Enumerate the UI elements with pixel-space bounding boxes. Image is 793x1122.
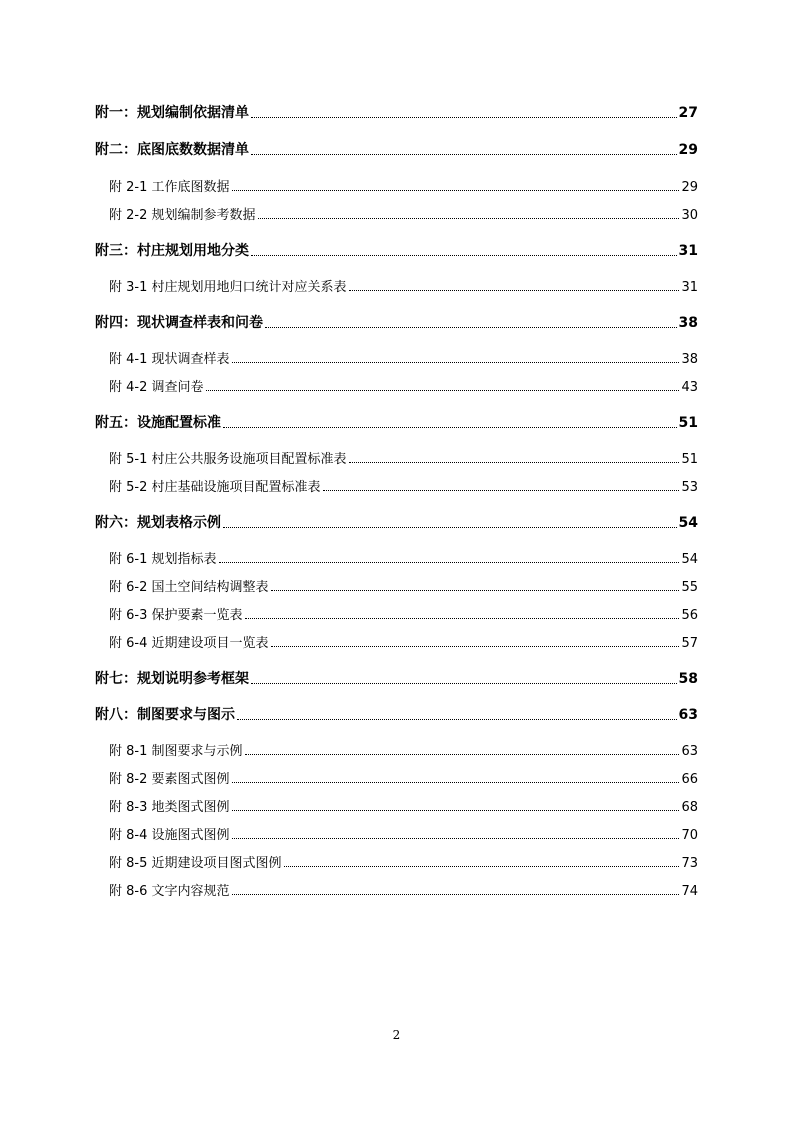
toc-entry[interactable] [95, 348, 698, 367]
toc-leader-dots [232, 781, 680, 783]
toc-page-number: 68 [681, 800, 698, 815]
toc-label: 附 8-4 设施图式图例 [109, 828, 230, 843]
toc-label: 附 8-3 地类图式图例 [109, 800, 230, 815]
toc-label: 附 3-1 村庄规划用地归口统计对应关系表 [109, 280, 347, 295]
toc-label: 附 6-3 保护要素一览表 [109, 608, 243, 623]
toc-page-number: 66 [681, 772, 698, 787]
toc-label: 附八：制图要求与图示 [95, 707, 235, 723]
toc-page-number: 57 [681, 636, 698, 651]
toc-page-number: 29 [678, 142, 698, 158]
toc-entry[interactable] [95, 376, 698, 395]
toc-page-number: 54 [678, 515, 698, 531]
toc-entry[interactable] [95, 276, 698, 295]
toc-entry[interactable] [95, 176, 698, 195]
toc-label: 附 4-1 现状调查样表 [109, 352, 230, 367]
toc-label: 附 4-2 调查问卷 [109, 380, 204, 395]
toc-leader-dots [237, 718, 677, 720]
toc-entry[interactable] [95, 880, 698, 899]
toc-page-number: 63 [678, 707, 698, 723]
toc-entry[interactable] [95, 824, 698, 843]
toc-entry[interactable] [95, 796, 698, 815]
toc-leader-dots [349, 461, 680, 463]
toc-label: 附 6-1 规划指标表 [109, 552, 217, 567]
toc-entry[interactable] [95, 632, 698, 651]
toc-entry[interactable] [95, 512, 698, 532]
toc-leader-dots [232, 809, 680, 811]
toc-leader-dots [284, 865, 680, 867]
toc-page-number: 58 [678, 671, 698, 687]
toc-label: 附三：村庄规划用地分类 [95, 243, 249, 259]
toc-leader-dots [232, 189, 680, 191]
toc-leader-dots [323, 489, 680, 491]
toc-label: 附 8-1 制图要求与示例 [109, 744, 243, 759]
toc-leader-dots [219, 561, 680, 563]
toc-label: 附 2-2 规划编制参考数据 [109, 208, 256, 223]
toc-label: 附 8-5 近期建设项目图式图例 [109, 856, 282, 871]
toc-page-number: 51 [678, 415, 698, 431]
toc-label: 附五：设施配置标准 [95, 415, 221, 431]
toc-page-number: 63 [681, 744, 698, 759]
toc-label: 附 8-6 文字内容规范 [109, 884, 230, 899]
toc-label: 附二：底图底数数据清单 [95, 142, 249, 158]
toc-leader-dots [251, 254, 677, 256]
toc-entry[interactable] [95, 704, 698, 724]
toc-page-number: 55 [681, 580, 698, 595]
toc-leader-dots [223, 426, 677, 428]
toc-page-number: 43 [681, 380, 698, 395]
toc-page-number: 70 [681, 828, 698, 843]
toc-leader-dots [251, 116, 677, 118]
toc-page-number: 73 [681, 856, 698, 871]
toc-page-number: 38 [681, 352, 698, 367]
toc-entry[interactable] [95, 604, 698, 623]
toc-label: 附 5-2 村庄基础设施项目配置标准表 [109, 480, 321, 495]
toc-page-number: 56 [681, 608, 698, 623]
toc-leader-dots [251, 153, 677, 155]
toc-page-number: 31 [681, 280, 698, 295]
toc-label: 附 6-2 国土空间结构调整表 [109, 580, 269, 595]
page-number: 2 [392, 1028, 401, 1042]
toc-entry[interactable] [95, 548, 698, 567]
toc-entry[interactable] [95, 139, 698, 159]
toc-leader-dots [251, 682, 677, 684]
toc-entry[interactable] [95, 412, 698, 432]
toc-leader-dots [271, 589, 680, 591]
toc-leader-dots [232, 361, 680, 363]
toc-leader-dots [349, 289, 680, 291]
toc-entry[interactable] [95, 204, 698, 223]
toc-entry[interactable] [95, 476, 698, 495]
toc-label: 附 2-1 工作底图数据 [109, 180, 230, 195]
toc-entry[interactable] [95, 852, 698, 871]
toc-page-number: 27 [678, 105, 698, 121]
toc-leader-dots [232, 893, 680, 895]
toc-leader-dots [271, 645, 680, 647]
toc-entry[interactable] [95, 768, 698, 787]
toc-page-number: 30 [681, 208, 698, 223]
toc-page-number: 74 [681, 884, 698, 899]
toc-label: 附七：规划说明参考框架 [95, 671, 249, 687]
toc-label: 附 8-2 要素图式图例 [109, 772, 230, 787]
toc-entry[interactable] [95, 576, 698, 595]
toc-entry[interactable] [95, 448, 698, 467]
toc-page-number: 54 [681, 552, 698, 567]
toc-label: 附六：规划表格示例 [95, 515, 221, 531]
toc-entry[interactable] [95, 312, 698, 332]
toc-leader-dots [232, 837, 680, 839]
toc-page-number: 29 [681, 180, 698, 195]
toc-entry[interactable] [95, 668, 698, 688]
toc-entry[interactable] [95, 102, 698, 122]
toc-leader-dots [206, 389, 680, 391]
toc-leader-dots [245, 617, 680, 619]
toc-label: 附四：现状调查样表和问卷 [95, 315, 263, 331]
toc-label: 附 6-4 近期建设项目一览表 [109, 636, 269, 651]
toc-leader-dots [223, 526, 677, 528]
toc-label: 附一：规划编制依据清单 [95, 105, 249, 121]
toc-page-number: 38 [678, 315, 698, 331]
toc-leader-dots [245, 753, 680, 755]
toc-leader-dots [258, 217, 680, 219]
toc-page-number: 31 [678, 243, 698, 259]
toc-entry[interactable] [95, 740, 698, 759]
toc-leader-dots [265, 326, 677, 328]
toc-label: 附 5-1 村庄公共服务设施项目配置标准表 [109, 452, 347, 467]
toc-page-number: 51 [681, 452, 698, 467]
toc-entry[interactable] [95, 240, 698, 260]
toc-page-number: 53 [681, 480, 698, 495]
